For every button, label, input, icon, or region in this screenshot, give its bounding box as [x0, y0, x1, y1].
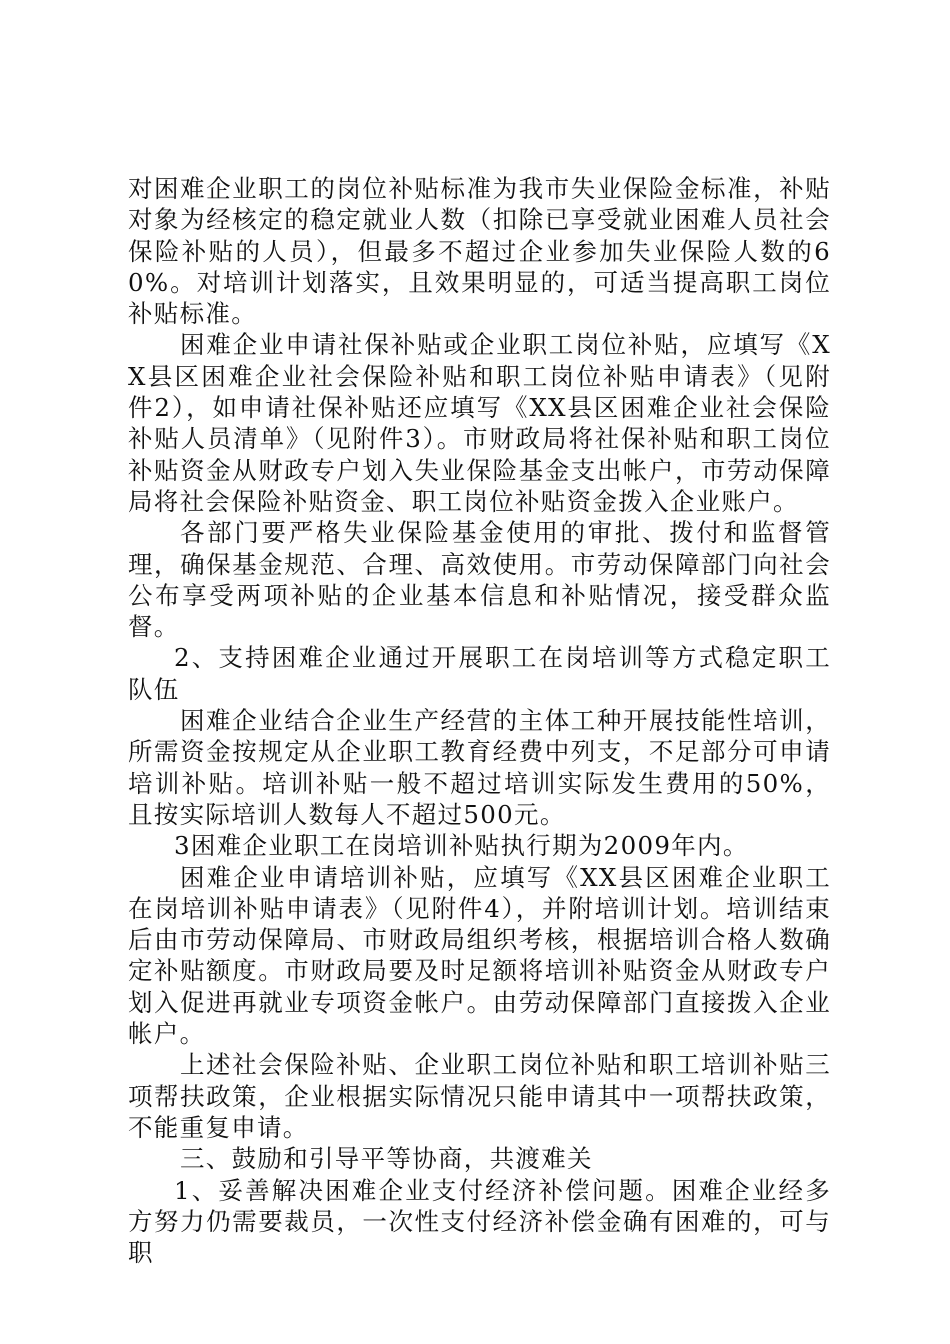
paragraph-subsidy-application: 困难企业申请社保补贴或企业职工岗位补贴，应填写《XX县区困难企业社会保险补贴和职工岗位补贴申请表》（见附件2），如申请社保补贴还应填写《XX县区困难企业社会保险补贴人员清单》（见附件3）。市财政局将社保补贴和职工岗位补贴资金从财政专户划入失业保险基金支出帐户，市劳动保障局将社会保险补贴资金、职工岗位补贴资金拨入企业账户。 [128, 330, 831, 516]
paragraph-training-period: 3困难企业职工在岗培训补贴执行期为2009年内。 [174, 831, 749, 861]
document-body [128, 173, 831, 1268]
paragraph-economic-compensation: 1、妥善解决困难企业支付经济补偿问题。困难企业经多方努力仍需要裁员，一次性支付经济补偿金确有困难的，可与职 [128, 1175, 831, 1268]
paragraph-single-policy-rule: 上述社会保险补贴、企业职工岗位补贴和职工培训补贴三项帮扶政策，企业根据实际情况只能申请其中一项帮扶政策，不能重复申请。 [128, 1050, 831, 1142]
paragraph-training-application: 困难企业申请培训补贴，应填写《XX县区困难企业职工在岗培训补贴申请表》（见附件4），并附培训计划。培训结束后由市劳动保障局、市财政局组织考核，根据培训合格人数确定补贴额度。市财政局要及时足额将培训补贴资金从财政专户划入促进再就业专项资金帐户。由劳动保障部门直接拨入企业帐户。 [128, 862, 832, 1049]
heading-training-support: 2、支持困难企业通过开展职工在岗培训等方式稳定职工队伍 [128, 643, 831, 704]
paragraph-post-subsidy-standard: 对困难企业职工的岗位补贴标准为我市失业保险金标准，补贴对象为经核定的稳定就业人数（扣除已享受就业困难人员社会保险补贴的人员），但最多不超过企业参加失业保险人数的60%。对培训计划落实，且效果明显的，可适当提高职工岗位补贴标准。 [128, 174, 831, 329]
paragraph-training-funding: 困难企业结合企业生产经营的主体工种开展技能性培训，所需资金按规定从企业职工教育经费中列支，不足部分可申请培训补贴。培训补贴一般不超过培训实际发生费用的50%，且按实际培训人数每人不超过500元。 [128, 706, 831, 829]
heading-section-three: 三、鼓励和引导平等协商，共渡难关 [180, 1144, 593, 1174]
paragraph-fund-supervision: 各部门要严格失业保险基金使用的审批、拨付和监督管理，确保基金规范、合理、高效使用。市劳动保障部门向社会公布享受两项补贴的企业基本信息和补贴情况，接受群众监督。 [128, 518, 831, 642]
